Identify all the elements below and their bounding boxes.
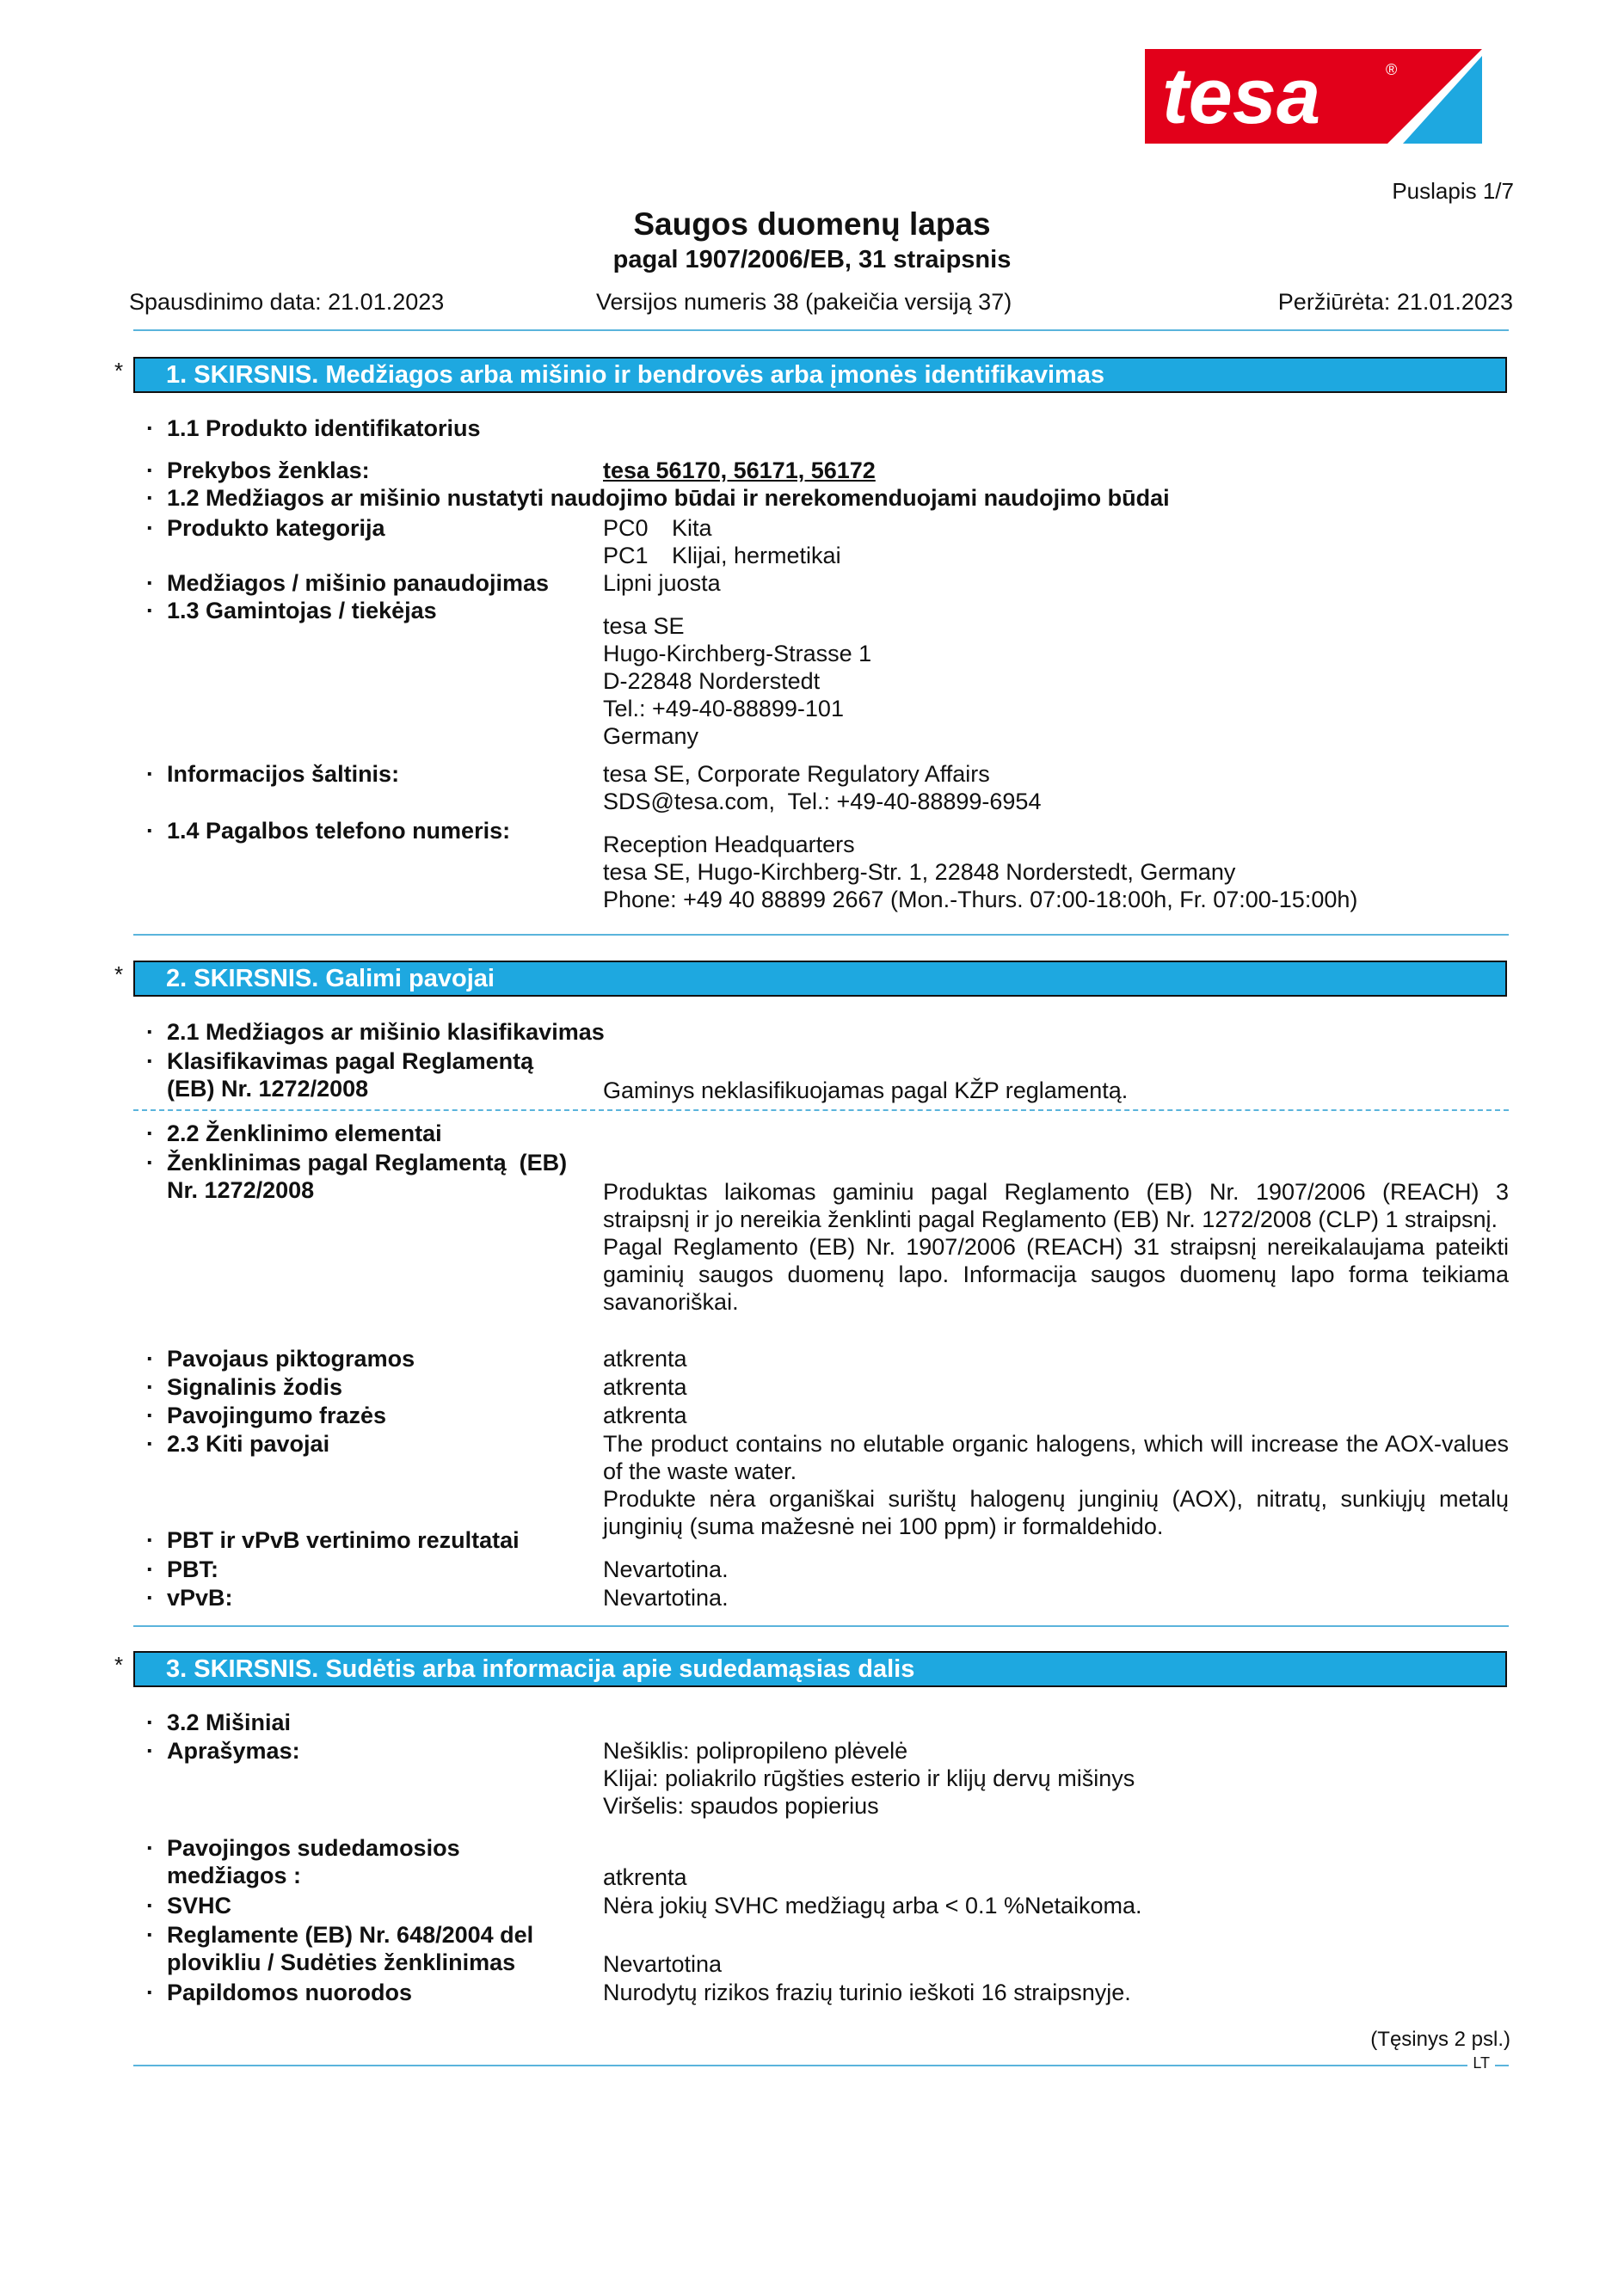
revision-date: Peržiūrėta: 21.01.2023 [1277, 289, 1513, 315]
page-number: Puslapis 1/7 [1392, 178, 1514, 204]
change-marker: * [114, 961, 124, 987]
version-number: Versijos numeris 38 (pakeičia versiją 37) [596, 289, 1012, 315]
continued-note: (Tęsinys 2 psl.) [1370, 2028, 1510, 2051]
trade-name-value: tesa 56170, 56171, 56172 [603, 457, 876, 483]
document-subtitle: pagal 1907/2006/EB, 31 straipsnis [612, 246, 1012, 273]
section-1-rule [133, 934, 1509, 936]
logo-graphic [1145, 49, 1482, 144]
change-marker: * [114, 358, 124, 384]
document-title: Saugos duomenų lapas [633, 206, 991, 242]
section-3-heading: 3. SKIRSNIS. Sudėtis arba informacija apie sudedamąsias dalis [133, 1651, 1507, 1687]
tesa-logo [1145, 49, 1482, 144]
manufacturer-address: tesa SE Hugo-Kirchberg-Strasse 1 D-22848 Norderstedt Tel.: +49-40-88899-101 Germany [603, 613, 872, 749]
section-2-rule [133, 1625, 1509, 1627]
language-code: LT [1467, 2054, 1495, 2072]
svg-text:®: ® [1386, 61, 1398, 78]
section-2-heading: 2. SKIRSNIS. Galimi pavojai [133, 961, 1507, 997]
logo-text: tesa [1162, 52, 1321, 140]
print-date: Spausdinimo data: 21.01.2023 [129, 289, 445, 315]
section-1-heading: 1. SKIRSNIS. Medžiagos arba mišinio ir bendrovės arba įmonės identifikavimas [133, 357, 1507, 393]
dashed-separator [133, 1109, 1509, 1111]
header-rule [133, 329, 1509, 331]
footer-rule [133, 2065, 1509, 2066]
change-marker: * [114, 1652, 124, 1678]
